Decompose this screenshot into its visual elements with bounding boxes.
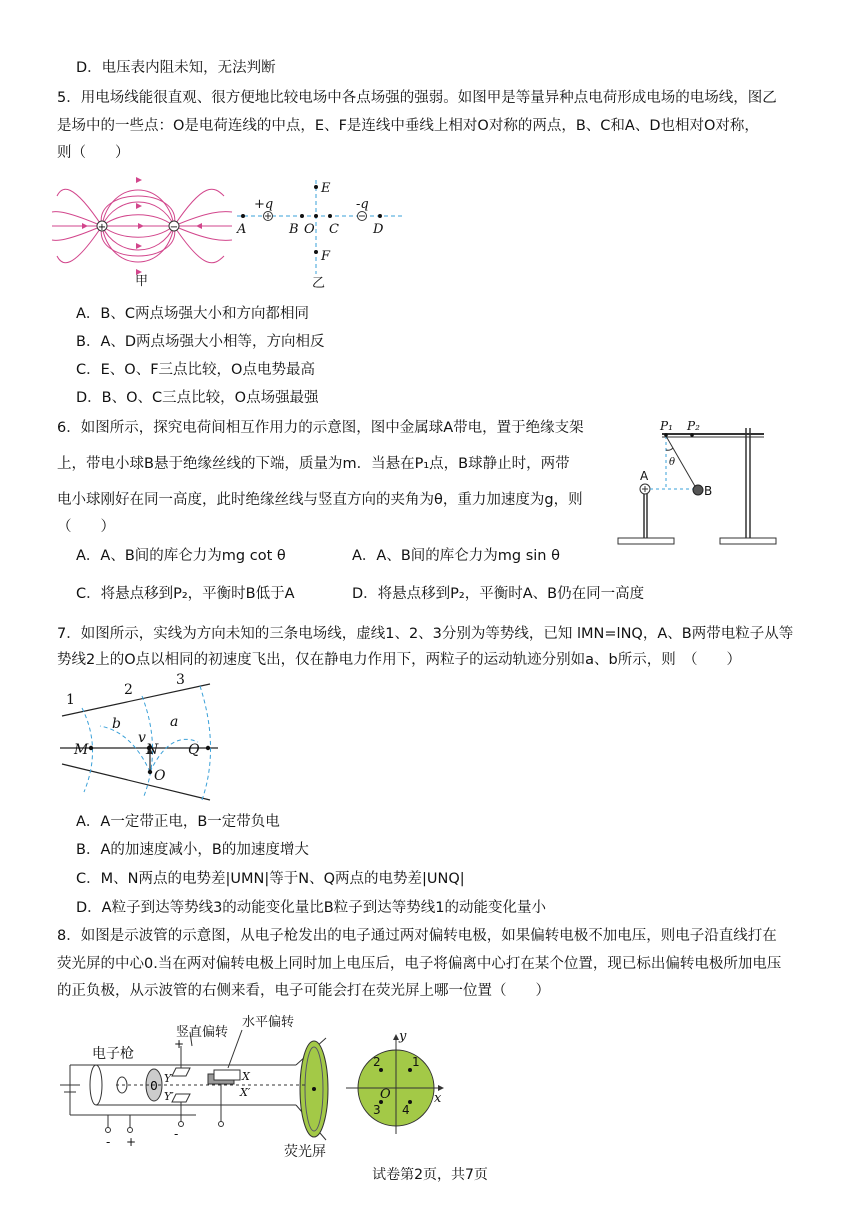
page-footer: 试卷第2页，共7页	[372, 1167, 488, 1183]
q7-label-n: N	[146, 742, 159, 758]
q8-label-minus-gun: -	[106, 1135, 111, 1149]
q7-label-q: Q	[188, 742, 200, 758]
q8-point-2: 2	[373, 1055, 381, 1069]
q7-label-o: O	[154, 768, 166, 784]
q7-label-b: b	[112, 716, 121, 732]
q5-option-b: B．A、D两点场强大小相等，方向相反	[76, 334, 325, 350]
q8-label-Yp: Y′	[164, 1090, 174, 1103]
q8-label-minus-y: -	[174, 1127, 179, 1141]
q6-option-d: D．将悬点移到P₂，平衡时A、B仍在同一高度	[352, 586, 645, 602]
q8-label-x: x	[434, 1091, 442, 1106]
q7-label-1: 1	[66, 692, 75, 708]
q8-label-horizontal: 水平偏转	[242, 1015, 295, 1030]
q8-figure	[56, 1010, 446, 1160]
q8-stem-line2: 荧光屏的中心0.当在两对偏转电极上同时加上电压后，电子将偏离中心打在某个位置，现已标出偏转电极所加电压	[57, 956, 782, 972]
q7-label-3: 3	[176, 672, 185, 688]
q7-figure	[58, 672, 218, 804]
q6-figure	[614, 418, 784, 550]
q5-label-o: O	[304, 222, 315, 237]
q8-point-4: 4	[402, 1103, 410, 1117]
q7-label-2: 2	[124, 682, 133, 698]
q5-option-a: A．B、C两点场强大小和方向都相同	[76, 306, 309, 322]
q5-stem-line2: 是场中的一些点：O是电荷连线的中点，E、F是连线中垂线上相对O对称的两点，B、C和A、D也相对O对称，	[57, 118, 759, 134]
q5-label-b: B	[289, 222, 299, 237]
q8-label-vertical: 竖直偏转	[176, 1025, 229, 1040]
q5-figure-yi	[232, 178, 407, 278]
q7-option-d: D．A粒子到达等势线3的动能变化量比B粒子到达等势线1的动能变化量小	[76, 900, 546, 916]
q6-label-a: A	[640, 469, 649, 483]
q6-label-p1: P₁	[660, 419, 673, 433]
q8-label-gun: 电子枪	[92, 1046, 134, 1062]
q8-stem-line1: 8．如图是示波管的示意图，从电子枪发出的电子通过两对偏转电极，如果偏转电极不加电压，则电子沿直线打在	[57, 928, 777, 944]
q7-option-a: A．A一定带正电，B一定带负电	[76, 814, 280, 830]
q7-label-m: M	[74, 742, 89, 758]
q5-stem-line1: 5．用电场线能很直观、很方便地比较电场中各点场强的强弱。如图甲是等量异种点电荷形成电场的电场线，图乙	[57, 90, 777, 106]
q6-option-a: A．A、B间的库仑力为mg cot θ	[76, 548, 286, 564]
q5-stem-line3: 则（ ）	[57, 145, 130, 161]
q6-label-p2: P₂	[687, 419, 700, 433]
q8-label-Xp: X′	[240, 1086, 251, 1099]
q5-label-d: D	[373, 222, 384, 237]
q6-option-c: C．将悬点移到P₂，平衡时B低于A	[76, 586, 295, 602]
q5-figure-yi-caption: 乙	[312, 276, 326, 291]
q7-option-b: B．A的加速度减小，B的加速度增大	[76, 842, 309, 858]
q6-label-theta: θ	[669, 457, 676, 468]
q6-stem-line2: 上，带电小球B悬于绝缘丝线的下端，质量为m．当悬在P₁点，B球静止时，两带	[57, 456, 570, 472]
q5-figure-jia-caption: 甲	[135, 274, 149, 289]
q5-label-e: E	[321, 181, 331, 196]
q8-label-zero: 0	[150, 1079, 158, 1093]
q8-point-3: 3	[373, 1103, 381, 1117]
q4-option-d: D．电压表内阻未知，无法判断	[76, 60, 276, 76]
q5-label-a: A	[237, 222, 247, 237]
svg-text:+: +	[97, 222, 107, 233]
q5-label-c: C	[329, 222, 339, 237]
q5-option-d: D．B、O、C三点比较，O点场强最强	[76, 390, 319, 406]
q5-label-plus-q: +q	[254, 197, 274, 212]
q8-label-X: X	[242, 1070, 250, 1083]
q5-label-f: F	[321, 249, 331, 264]
q7-option-c: C．M、N两点的电势差|UMN|等于N、Q两点的电势差|UNQ|	[76, 871, 465, 887]
q8-label-screen: 荧光屏	[284, 1144, 326, 1160]
q6-label-b: B	[704, 484, 713, 498]
q6-option-b: A．A、B间的库仑力为mg sin θ	[352, 548, 560, 564]
q7-stem-line2: 势线2上的O点以相同的初速度飞出，仅在静电力作用下，两粒子的运动轨迹分别如a、b所示，则 （ ）	[57, 652, 741, 668]
q8-stem-line3: 的正负极，从示波管的右侧来看，电子可能会打在荧光屏上哪一位置（ ）	[57, 983, 550, 999]
q5-option-c: C．E、O、F三点比较，O点电势最高	[76, 362, 315, 378]
q6-stem-line4: （ ）	[57, 519, 115, 535]
q6-stem-line1: 6．如图所示，探究电荷间相互作用力的示意图，图中金属球A带电，置于绝缘支架	[57, 420, 584, 436]
svg-text:−: −	[169, 222, 179, 233]
q8-point-1: 1	[412, 1055, 420, 1069]
q5-label-minus-q: -q	[356, 197, 369, 212]
q8-label-Y: Y	[164, 1072, 172, 1085]
q8-label-plus-y: +	[174, 1037, 185, 1051]
q8-label-plus-gun: +	[126, 1135, 137, 1149]
q8-label-o: O	[380, 1087, 391, 1102]
q8-label-y: y	[399, 1029, 407, 1044]
q7-label-v: v	[138, 730, 146, 746]
q7-label-a: a	[170, 714, 179, 730]
q6-stem-line3: 电小球刚好在同一高度，此时绝缘丝线与竖直方向的夹角为θ，重力加速度为g，则	[57, 492, 583, 508]
q7-stem-line1: 7．如图所示，实线为方向未知的三条电场线，虚线1、2、3分别为等势线，已知 lMN=lNQ，A、B两带电粒子从等	[57, 626, 794, 642]
